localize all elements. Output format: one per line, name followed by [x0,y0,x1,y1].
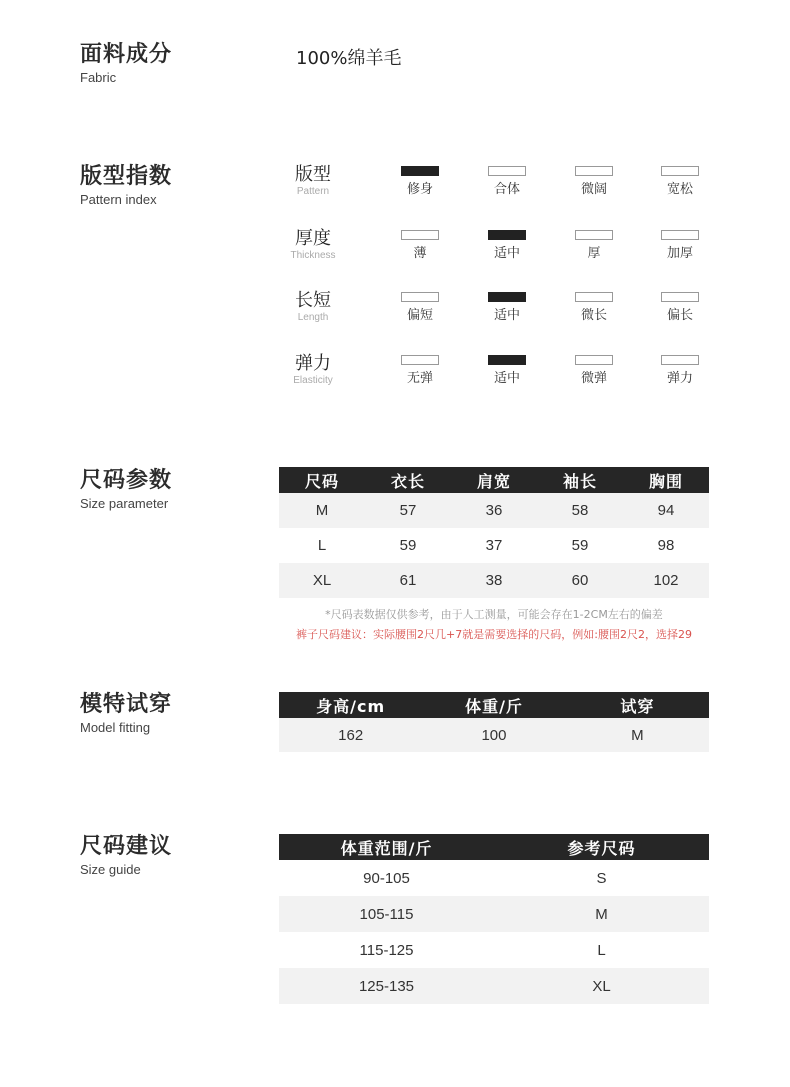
index-row-label [280,164,346,198]
index-option-label: 薄 [413,246,427,261]
index-option [564,292,624,324]
index-title: 版型指数 [80,164,173,189]
guide-subtitle: Size guide [80,862,141,877]
model-title: 模特试穿 [80,692,173,717]
index-option [564,166,624,198]
fabric-subtitle: Fabric [80,70,117,85]
table-header-cell: 肩宽 [476,471,511,491]
table-cell: 59 [571,537,589,554]
model-subtitle: Model fitting [80,720,151,735]
index-bar [401,230,439,240]
index-option [477,292,537,324]
index-row [280,164,720,214]
table-cell: 38 [485,572,503,589]
index-option-label: 微弹 [580,371,607,386]
index-label-zh: 长短 [295,290,331,311]
index-bar-selected [401,166,439,176]
index-option [564,230,624,262]
index-bar [401,355,439,365]
table-row [279,932,709,968]
table-header-cell: 衣长 [390,471,425,491]
size-note: *尺码表数据仅供参考，由于人工测量，可能会存在1-2CM左右的偏差 [325,608,663,621]
index-option-label: 偏长 [666,308,693,323]
index-row-label [280,290,346,324]
index-option-label: 弹力 [666,371,693,386]
table-row [279,493,709,528]
index-option-label: 偏短 [406,308,433,323]
index-label-zh: 版型 [295,164,331,185]
table-row [279,860,709,896]
table-cell: M [631,726,644,744]
table-cell: 57 [399,502,417,519]
table-cell: XL [312,572,332,589]
table-row [279,718,709,752]
index-row-label [280,353,346,387]
table-cell: 100 [481,726,507,744]
model-section-title [80,692,172,736]
table-header-cell: 参考尺码 [567,838,636,858]
size-param-subtitle: Size parameter [80,496,169,511]
index-bar-selected [488,355,526,365]
index-bar [661,166,699,176]
index-option-label: 合体 [493,182,520,197]
index-bar [401,292,439,302]
table-cell: 58 [571,502,589,519]
table-cell: 102 [653,572,679,589]
guide-table [279,834,709,1004]
index-label-en: Thickness [290,250,336,261]
table-header-cell: 尺码 [304,471,339,491]
fabric-value: 100%绵羊毛 [296,48,402,69]
index-option [390,292,450,324]
table-cell: S [596,869,607,887]
table-cell: 105-115 [359,905,414,923]
index-label-zh: 厚度 [295,228,331,249]
index-option-label: 适中 [493,246,520,261]
index-option [650,292,710,324]
index-bar [575,166,613,176]
index-option-label: 微长 [580,308,607,323]
index-label-zh: 弹力 [295,353,331,374]
table-cell: L [597,941,606,959]
index-option [390,230,450,262]
table-header-cell: 袖长 [562,471,597,491]
index-option [477,355,537,387]
index-option [564,355,624,387]
index-option-label: 微阔 [580,182,607,197]
index-option-label: 宽松 [666,182,693,197]
table-header-cell: 胸围 [648,471,683,491]
index-bar [575,355,613,365]
index-section-title [80,164,172,208]
size-param-title: 尺码参数 [80,468,173,493]
table-cell: 125-135 [358,977,415,995]
index-bar [488,166,526,176]
index-option [390,166,450,198]
index-option-label: 无弹 [406,371,433,386]
table-header [279,692,709,718]
table-cell: 115-125 [359,941,414,959]
table-header-cell: 体重范围/斤 [340,838,433,858]
table-cell: 162 [338,726,364,744]
index-bar [575,230,613,240]
size-param-section-title [80,468,172,512]
index-bar-selected [488,230,526,240]
table-cell: M [595,905,608,923]
index-row [280,228,720,278]
table-cell: 98 [657,537,675,554]
table-cell: 37 [485,537,503,554]
size-note-red: 裤子尺码建议：实际腰围2尺几+7就是需要选择的尺码，例如:腰围2尺2，选择29 [296,628,692,641]
index-bar-selected [488,292,526,302]
index-bar [661,230,699,240]
index-row [280,290,720,340]
table-header-cell: 身高/cm [316,696,386,716]
index-label-en: Length [297,312,329,323]
size-param-table [279,467,709,598]
index-option [477,230,537,262]
index-label-en: Elasticity [293,375,333,386]
model-table [279,692,709,752]
index-option-label: 厚 [587,246,601,261]
index-bar [661,355,699,365]
table-cell: L [317,537,327,554]
table-cell: XL [592,977,611,995]
guide-title: 尺码建议 [80,834,173,859]
table-row [279,968,709,1004]
fabric-section-title [80,42,172,86]
table-cell: 60 [571,572,589,589]
fabric-title: 面料成分 [80,42,173,67]
table-row [279,896,709,932]
index-option [650,230,710,262]
index-row [280,353,720,403]
index-option [650,355,710,387]
table-header [279,467,709,493]
index-option-label: 适中 [493,371,520,386]
index-option-label: 加厚 [666,246,693,261]
index-option [477,166,537,198]
table-cell: 61 [399,572,417,589]
index-option-label: 适中 [493,308,520,323]
table-cell: 36 [485,502,503,519]
table-cell: M [315,502,329,519]
index-bar [575,292,613,302]
table-header-cell: 体重/斤 [465,696,523,716]
index-option-label: 修身 [406,182,433,197]
table-row [279,528,709,563]
index-label-en: Pattern [296,186,330,197]
table-cell: 94 [657,502,675,519]
index-option [390,355,450,387]
guide-section-title [80,834,172,878]
table-row [279,563,709,598]
index-row-label [280,228,346,262]
table-header-cell: 试穿 [620,696,655,716]
table-header [279,834,709,860]
table-cell: 59 [399,537,417,554]
index-bar [661,292,699,302]
table-cell: 90-105 [363,869,410,887]
index-subtitle: Pattern index [80,192,157,207]
index-option [650,166,710,198]
